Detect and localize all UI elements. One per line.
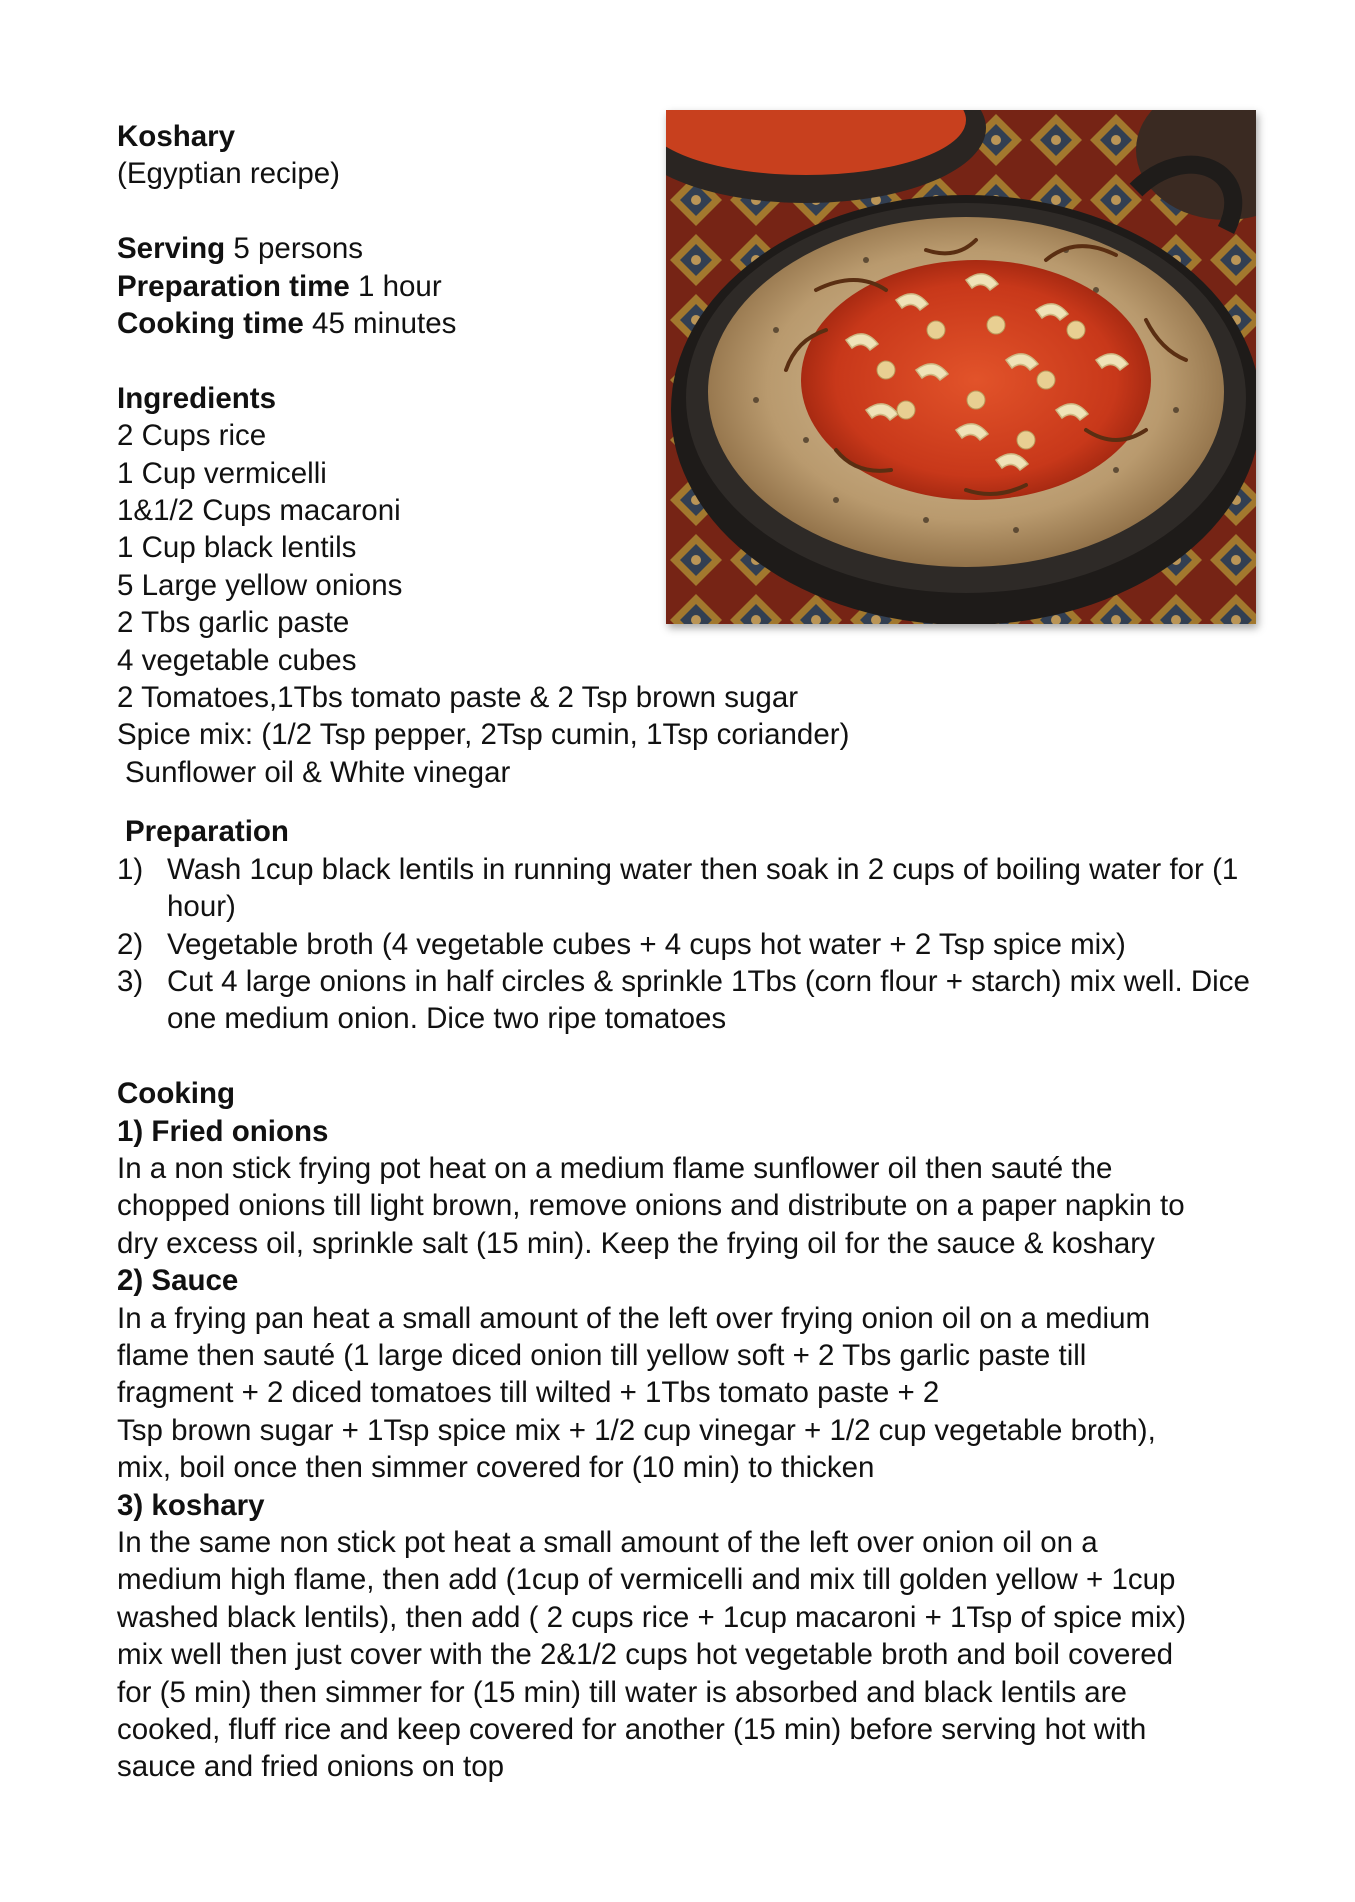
cooking-text-line: washed black lentils), then add ( 2 cups rice + 1cup macaroni + 1Tsp of spice mix)	[117, 1600, 1187, 1634]
cooking-section-heading: 2) Sauce	[117, 1264, 239, 1298]
preparation-list	[117, 851, 1257, 1038]
meta-serving	[117, 230, 1257, 267]
step-text: Wash 1cup black lentils in running water then soak in 2 cups of boiling water for (1 hour)	[167, 852, 1239, 924]
step-number: 2)	[117, 927, 144, 961]
ingredient-item: 4 vegetable cubes	[117, 643, 357, 677]
cooking-text-line: mix, boil once then simmer covered for (10 min) to thicken	[117, 1451, 875, 1485]
meta-label: Preparation time	[117, 269, 350, 303]
step-text: Vegetable broth (4 vegetable cubes + 4 cups hot water + 2 Tsp spice mix)	[167, 927, 1126, 961]
cooking-text-line: sauce and fried onions on top	[117, 1750, 505, 1784]
cooking-text-line: chopped onions till light brown, remove onions and distribute on a paper napkin to	[117, 1189, 1185, 1223]
cooking-text-line: dry excess oil, sprinkle salt (15 min). Keep the frying oil for the sauce & koshary	[117, 1226, 1155, 1260]
ingredient-item: 2 Tomatoes,1Tbs tomato paste & 2 Tsp brown sugar	[117, 681, 799, 715]
ingredients-heading: Ingredients	[117, 381, 276, 415]
cooking-section-heading: 3) koshary	[117, 1488, 265, 1522]
cooking-text-line: medium high flame, then add (1cup of vermicelli and mix till golden yellow + 1cup	[117, 1563, 1176, 1597]
cooking-section-heading: 1) Fried onions	[117, 1114, 329, 1148]
recipe-text	[117, 118, 1257, 1786]
recipe-subtitle: (Egyptian recipe)	[117, 157, 340, 191]
meta-value: 45 minutes	[312, 307, 457, 341]
meta-value: 5 persons	[233, 232, 363, 266]
cooking-text-line: In a frying pan heat a small amount of the left over frying onion oil on a medium	[117, 1301, 1151, 1335]
step-number: 3)	[117, 964, 144, 998]
meta-cooking-time	[117, 305, 1257, 342]
cooking-text-line: for (5 min) then simmer for (15 min) till water is absorbed and black lentils are	[117, 1675, 1127, 1709]
recipe-title: Koshary	[117, 120, 236, 153]
cooking-text-line: Tsp brown sugar + 1Tsp spice mix + 1/2 cup vinegar + 1/2 cup vegetable broth),	[117, 1413, 1156, 1447]
step-number: 1)	[117, 852, 144, 886]
preparation-heading: Preparation	[125, 815, 289, 849]
ingredient-item: 1 Cup black lentils	[117, 531, 357, 565]
meta-label: Serving	[117, 232, 226, 266]
preparation-step	[117, 851, 1257, 926]
cooking-text-line: In the same non stick pot heat a small amount of the left over onion oil on a	[117, 1525, 1098, 1559]
ingredient-item: 2 Tbs garlic paste	[117, 606, 350, 640]
ingredient-item: 1&1/2 Cups macaroni	[117, 494, 401, 528]
ingredient-item: 2 Cups rice	[117, 419, 267, 453]
ingredient-item: Sunflower oil & White vinegar	[125, 755, 511, 789]
cooking-text-line: fragment + 2 diced tomatoes till wilted + 1Tbs tomato paste + 2	[117, 1376, 940, 1410]
meta-label: Cooking time	[117, 307, 304, 341]
cooking-text-line: cooked, fluff rice and keep covered for another (15 min) before serving hot with	[117, 1713, 1147, 1747]
ingredient-item: 5 Large yellow onions	[117, 568, 403, 602]
ingredient-item: Spice mix: (1/2 Tsp pepper, 2Tsp cumin, 1Tsp coriander)	[117, 718, 850, 752]
meta-preparation-time	[117, 268, 1257, 305]
cooking-heading: Cooking	[117, 1077, 235, 1111]
meta-value: 1 hour	[358, 269, 442, 303]
preparation-step	[117, 963, 1257, 1038]
cooking-text-line: In a non stick frying pot heat on a medium flame sunflower oil then sauté the	[117, 1151, 1113, 1185]
step-text: Cut 4 large onions in half circles & sprinkle 1Tbs (corn flour + starch) mix well. Dice one medium onion. Dice two ripe tomatoes	[167, 964, 1250, 1036]
cooking-text-line: mix well then just cover with the 2&1/2 cups hot vegetable broth and boil covered	[117, 1638, 1174, 1672]
ingredient-item: 1 Cup vermicelli	[117, 456, 327, 490]
preparation-step	[117, 926, 1257, 963]
cooking-text-line: flame then sauté (1 large diced onion till yellow soft + 2 Tbs garlic paste till	[117, 1338, 1087, 1372]
